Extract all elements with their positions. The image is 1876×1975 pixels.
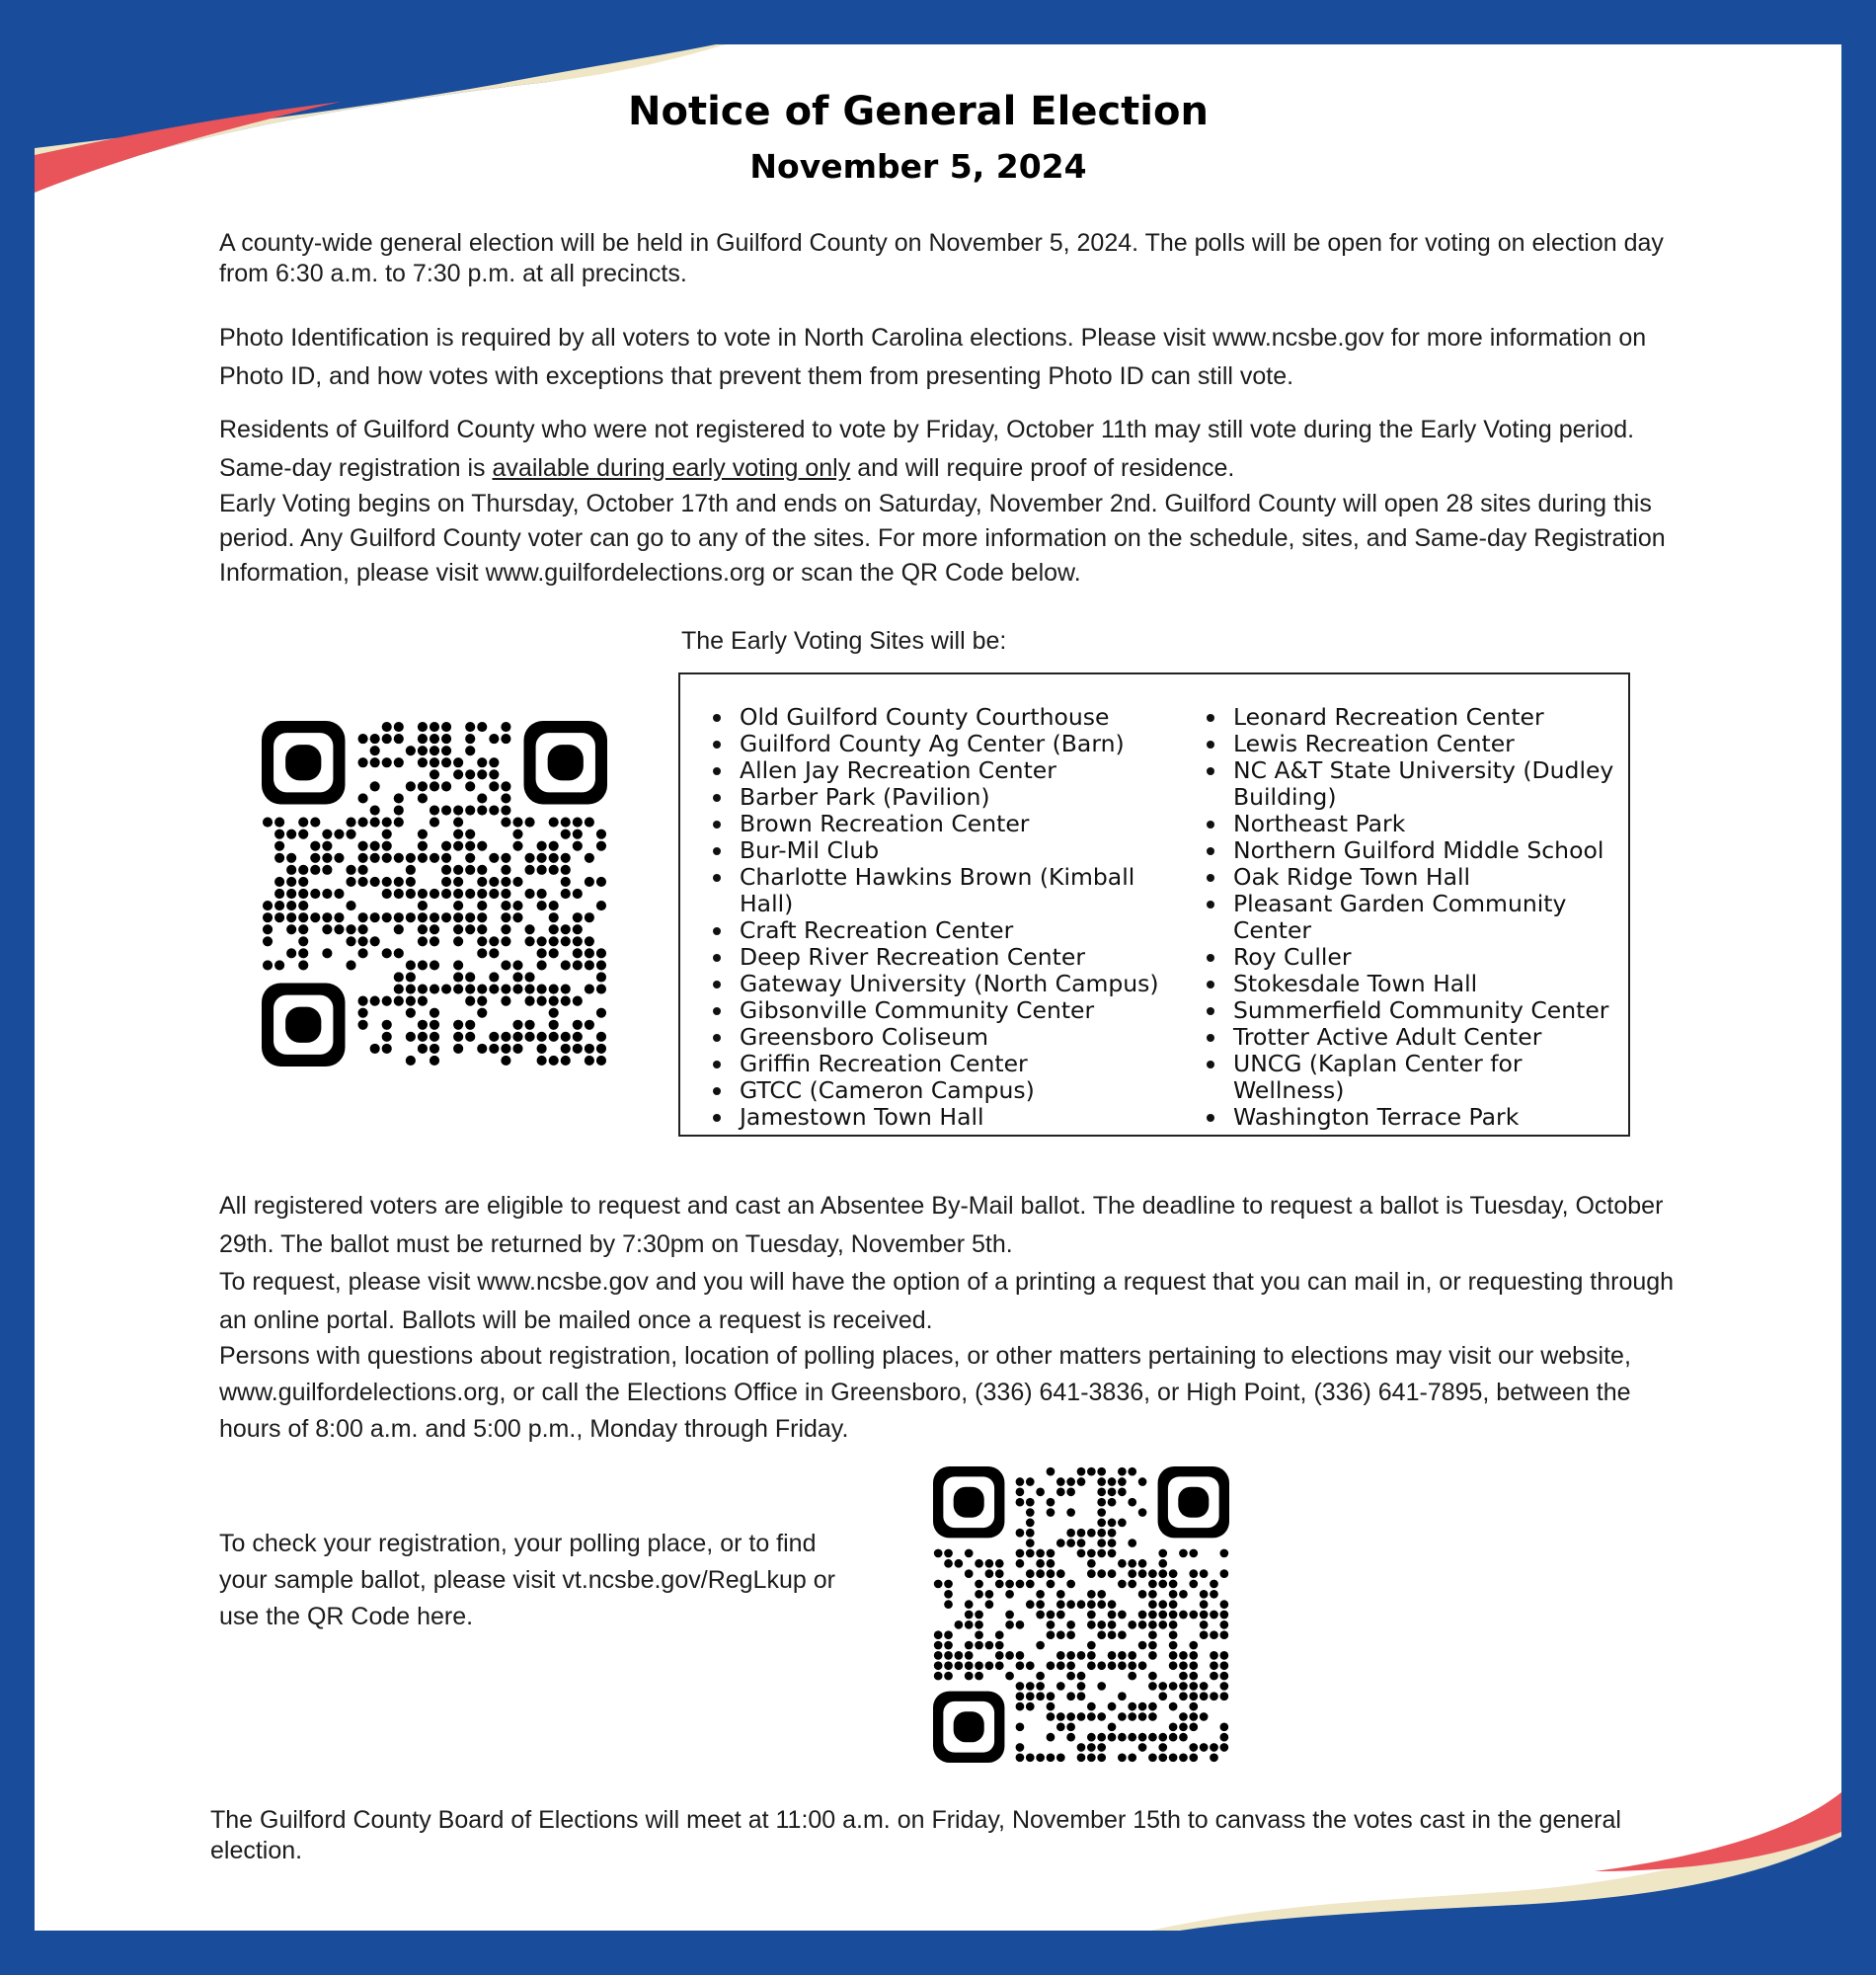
site-list-item: Lewis Recreation Center xyxy=(1204,731,1618,757)
notice-page xyxy=(35,44,1841,1931)
election-date: November 5, 2024 xyxy=(749,147,1087,186)
site-list-item: Washington Terrace Park xyxy=(1204,1104,1618,1131)
site-list-item: Old Guilford County Courthouse xyxy=(710,704,1174,731)
site-list-item: Pleasant Garden Community Center xyxy=(1204,891,1618,944)
site-list-item: Summerfield Community Center xyxy=(1204,997,1618,1024)
canvass-paragraph: The Guilford County Board of Elections will meet at 11:00 a.m. on Friday, November 15th to canvass the votes cast in the general election. xyxy=(210,1806,1621,1864)
notice-title: Notice of General Election xyxy=(628,89,1209,134)
early-voting-qr-code-icon[interactable] xyxy=(262,721,607,1066)
residents-text-1: Residents of Guilford County who were not registered to vote by Friday, October 11th may still vote during the Early Voting period. Same-day registration is xyxy=(219,416,1635,482)
site-list-item: Stokesdale Town Hall xyxy=(1204,971,1618,997)
photo-id-paragraph: Photo Identification is required by all voters to vote in North Carolina elections. Please visit www.ncsbe.gov for more information on Photo ID, and how votes with exceptions that prevent them from presenting Photo ID can still vote. xyxy=(219,324,1647,390)
site-list-item: Griffin Recreation Center xyxy=(710,1051,1174,1077)
site-list-item: Greensboro Coliseum xyxy=(710,1024,1174,1051)
intro-paragraph: A county-wide general election will be held in Guilford County on November 5, 2024. The polls will be open for voting on election day from 6:30 a.m. to 7:30 p.m. at all precincts. xyxy=(219,229,1664,287)
early-voting-sites-box xyxy=(678,672,1630,1137)
questions-paragraph: Persons with questions about registration, location of polling places, or other matters pertaining to elections may visit our website, www.guilfordelections.org, or call the Elections Office in Greensboro, (336) 641-3836, or High Point, (336) 641-7895, between the hours of 8:00 a.m. and 5:00 p.m., Monday through Friday. xyxy=(219,1342,1631,1443)
site-list-item: Charlotte Hawkins Brown (Kimball Hall) xyxy=(710,864,1174,917)
site-list-item: Northern Guilford Middle School xyxy=(1204,837,1618,864)
site-list-item: Oak Ridge Town Hall xyxy=(1204,864,1618,891)
site-list-item: Trotter Active Adult Center xyxy=(1204,1024,1618,1051)
site-list-item: GTCC (Cameron Campus) xyxy=(710,1077,1174,1104)
residents-text-2: and will require proof of residence. xyxy=(850,454,1235,482)
early-voting-sites-heading: The Early Voting Sites will be: xyxy=(681,627,1007,655)
site-list-item: Northeast Park xyxy=(1204,811,1618,837)
site-list-item: Craft Recreation Center xyxy=(710,917,1174,944)
site-list-item: Allen Jay Recreation Center xyxy=(710,757,1174,784)
absentee-paragraph: All registered voters are eligible to request and cast an Absentee By-Mail ballot. The deadline to request a ballot is Tuesday, October 29th. The ballot must be returned by 7:30pm on Tuesday, November 5th. xyxy=(219,1192,1664,1258)
residents-paragraph xyxy=(219,411,1690,488)
site-list-item: Deep River Recreation Center xyxy=(710,944,1174,971)
sites-list-right xyxy=(1204,704,1618,1131)
early-voting-paragraph: Early Voting begins on Thursday, October 17th and ends on Saturday, November 2nd. Guilford County will open 28 sites during this period. Any Guilford County voter can go to any of the sites. For more information on the schedule, sites, and Same-day Registration Information, please visit www.guilfordelections.org or scan the QR Code below. xyxy=(219,490,1666,587)
site-list-item: Gibsonville Community Center xyxy=(710,997,1174,1024)
site-list-item: Barber Park (Pavilion) xyxy=(710,784,1174,811)
site-list-item: Brown Recreation Center xyxy=(710,811,1174,837)
site-list-item: Bur-Mil Club xyxy=(710,837,1174,864)
registration-qr-code-icon[interactable] xyxy=(933,1466,1229,1763)
site-list-item: NC A&T State University (Dudley Building) xyxy=(1204,757,1618,811)
site-list-item: Roy Culler xyxy=(1204,944,1618,971)
site-list-item: Jamestown Town Hall xyxy=(710,1104,1174,1131)
early-voting-only-emphasis: available during early voting only xyxy=(492,454,851,482)
check-registration-paragraph: To check your registration, your polling place, or to find your sample ballot, please visit vt.ncsbe.gov/RegLkup or use the QR Code here. xyxy=(219,1530,835,1630)
request-paragraph: To request, please visit www.ncsbe.gov and you will have the option of a printing a request that you can mail in, or requesting through an online portal. Ballots will be mailed once a request is received. xyxy=(219,1268,1675,1334)
site-list-item: UNCG (Kaplan Center for Wellness) xyxy=(1204,1051,1618,1104)
site-list-item: Guilford County Ag Center (Barn) xyxy=(710,731,1174,757)
sites-list-left xyxy=(710,704,1174,1131)
site-list-item: Gateway University (North Campus) xyxy=(710,971,1174,997)
site-list-item: Leonard Recreation Center xyxy=(1204,704,1618,731)
